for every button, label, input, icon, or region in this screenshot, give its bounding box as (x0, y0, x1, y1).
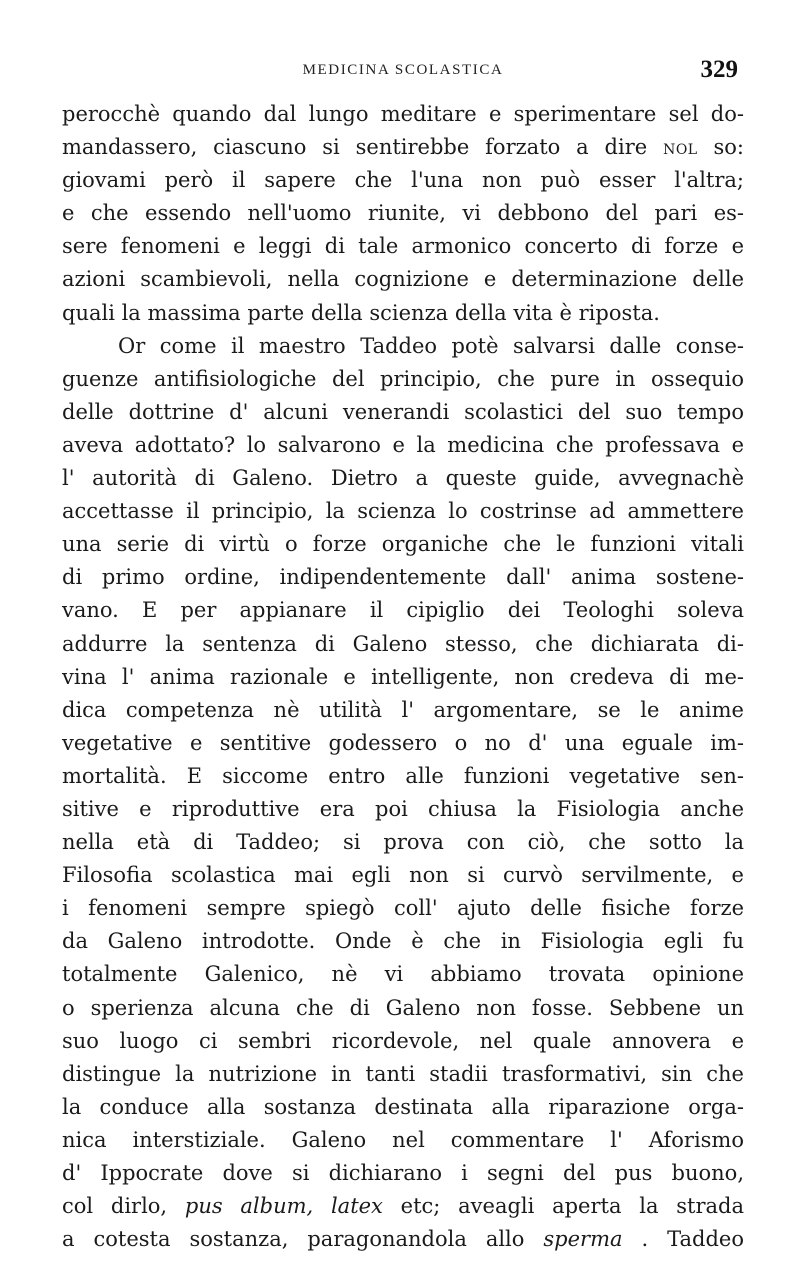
text-line: di primo ordine, indipendentemente dall' anima sostene- (62, 565, 744, 590)
text-line: giovami però il sapere che l'una non può esser l'altra; (62, 168, 744, 193)
text-line: dica competenza nè utilità l' argomentare, se le anime (62, 697, 744, 722)
text-line: perocchè quando dal lungo meditare e sperimentare sel do- (62, 102, 744, 126)
text-line: d' Ippocrate dove si dichiarano i segni del pus buono, (62, 1161, 744, 1185)
text-line: nella età di Taddeo; si prova con ciò, che sotto la (62, 830, 744, 855)
small-caps-word: nol (663, 136, 698, 160)
italic-word: latex (330, 1194, 383, 1219)
text-line (62, 1190, 744, 1223)
text-line: o sperienza alcuna che di Galeno non fosse. Sebbene un (62, 995, 744, 1020)
text-line: vano. E per appianare il cipiglio dei Teologhi soleva (62, 598, 744, 623)
text-line: nica interstiziale. Galeno nel commentare l' Aforismo (62, 1127, 744, 1152)
body-text (62, 98, 744, 1256)
text-segment: a cotesta sostanza, paragonandola allo (62, 1227, 525, 1252)
text-line: distingue la nutrizione in tanti stadii trasformativi, sin che (62, 1061, 744, 1086)
text-line: quali la massima parte della scienza della vita è riposta. (62, 300, 660, 325)
text-line: accettasse il principio, la scienza lo costrinse ad ammettere (62, 499, 744, 524)
text-line: suo luogo ci sembri ricordevole, nel quale annovera e (62, 1028, 744, 1053)
text-line: e che essendo nell'uomo riunite, vi debbono del pari es- (62, 201, 744, 226)
text-line: aveva adottato? lo salvarono e la medicina che professava e (62, 432, 744, 457)
text-line: sere fenomeni e leggi di tale armonico concerto di forze e (62, 234, 744, 259)
text-line: sitive e riproduttive era poi chiusa la Fisiologia anche (62, 796, 744, 821)
italic-phrase: pus album, (184, 1194, 314, 1219)
page-number: 329 (700, 56, 738, 83)
text-line: la conduce alla sostanza destinata alla riparazione orga- (62, 1094, 744, 1119)
text-segment: col dirlo, (62, 1194, 168, 1219)
text-segment: etc; aveagli aperta la strada (400, 1194, 744, 1219)
text-line: guenze antifisiologiche del principio, che pure in ossequio (62, 366, 744, 391)
page-header (62, 56, 744, 90)
text-segment: . Taddeo (641, 1227, 744, 1252)
text-line: vina l' anima razionale e intelligente, non credeva di me- (62, 664, 744, 689)
text-segment: so: (713, 135, 744, 160)
paragraph-start-line: Or come il maestro Taddeo potè salvarsi dalle conse- (118, 333, 744, 358)
text-line: vegetative e sentitive godessero o no d' una eguale im- (62, 730, 744, 755)
text-line: totalmente Galenico, nè vi abbiamo trovata opinione (62, 962, 744, 987)
text-line: una serie di virtù o forze organiche che le funzioni vitali (62, 532, 744, 557)
text-line: Filosofia scolastica mai egli non si curvò servilmente, e (62, 863, 744, 888)
italic-word: sperma (543, 1227, 623, 1252)
text-line: mortalità. E siccome entro alle funzioni vegetative sen- (62, 763, 744, 788)
text-line: addurre la sentenza di Galeno stesso, che dichiarata di- (62, 631, 744, 656)
text-line (62, 131, 744, 164)
text-line: i fenomeni sempre spiegò coll' ajuto delle fisiche forze (62, 896, 744, 921)
text-line (62, 1223, 744, 1256)
text-segment: mandassero, ciascuno si sentirebbe forzato a dire (62, 135, 648, 160)
text-line: azioni scambievoli, nella cognizione e determinazione delle (62, 267, 744, 292)
running-head: MEDICINA SCOLASTICA (302, 62, 504, 78)
text-line: l' autorità di Galeno. Dietro a queste guide, avvegnachè (62, 466, 744, 491)
text-line: delle dottrine d' alcuni venerandi scolastici del suo tempo (62, 399, 744, 424)
text-line: da Galeno introdotte. Onde è che in Fisiologia egli fu (62, 929, 744, 954)
